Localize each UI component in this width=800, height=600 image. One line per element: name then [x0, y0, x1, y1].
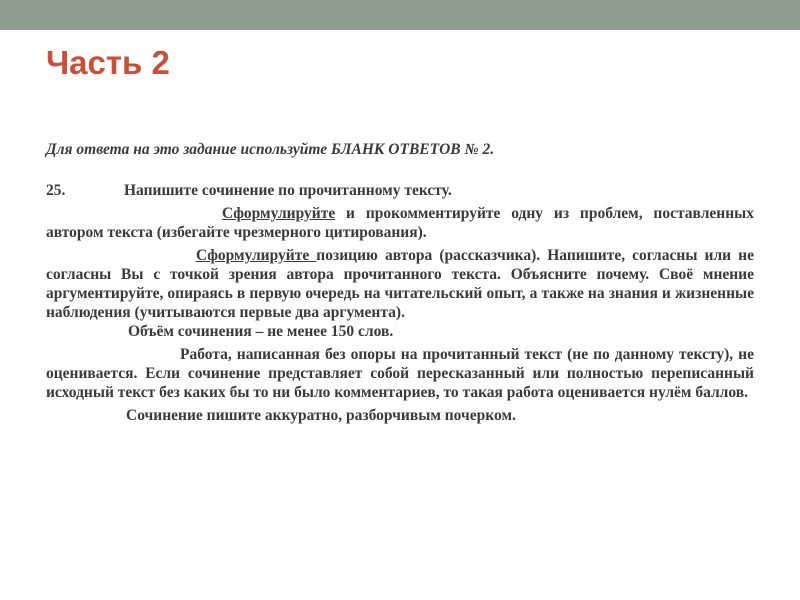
intro-instruction: Для ответа на это задание используйте БЛАНК ОТВЕТОВ № 2. [46, 141, 495, 158]
paragraph-volume: Объём сочинения – не менее 150 слов. [128, 323, 394, 340]
paragraph-handwriting: Сочинение пишите аккуратно, разборчивым почерком. [126, 407, 516, 424]
top-bar [0, 0, 800, 30]
task-number: 25. [46, 182, 66, 199]
paragraph-position-underlined: Сформулируйте [196, 247, 317, 264]
paragraph-evaluation: Работа, написанная без опоры на прочитанный текст (не по данному тексту), не оценивается. Если сочинение представляет собой пересказанный или полностью переписанный исходный текст без каких бы то ни было комментариев, то такая работа оценивается нулём баллов. [46, 346, 754, 401]
paragraph-problem-text: и прокомментируйте одну из проблем, поставленных автором текста (избегайте чрезмерного цитирования). [46, 205, 754, 241]
task-heading: Напишите сочинение по прочитанному тексту. [124, 182, 452, 199]
paragraph-position-text: позицию автора (рассказчика). Напишите, согласны или не согласны Вы с точкой зрения автора прочитанного текста. Объясните почему. Своё мнение аргументируйте, опираясь в первую очередь на читательский опыт, а также на знания и жизненные наблюдения (учитываются первые два аргумента). [46, 247, 754, 321]
paragraph-problem-underlined: Сформулируйте [222, 205, 336, 222]
slide-body [46, 140, 754, 425]
paragraph-position [46, 246, 754, 322]
paragraph-problem [46, 204, 754, 242]
slide-title: Часть 2 [46, 44, 170, 81]
task-heading-line [46, 181, 754, 200]
